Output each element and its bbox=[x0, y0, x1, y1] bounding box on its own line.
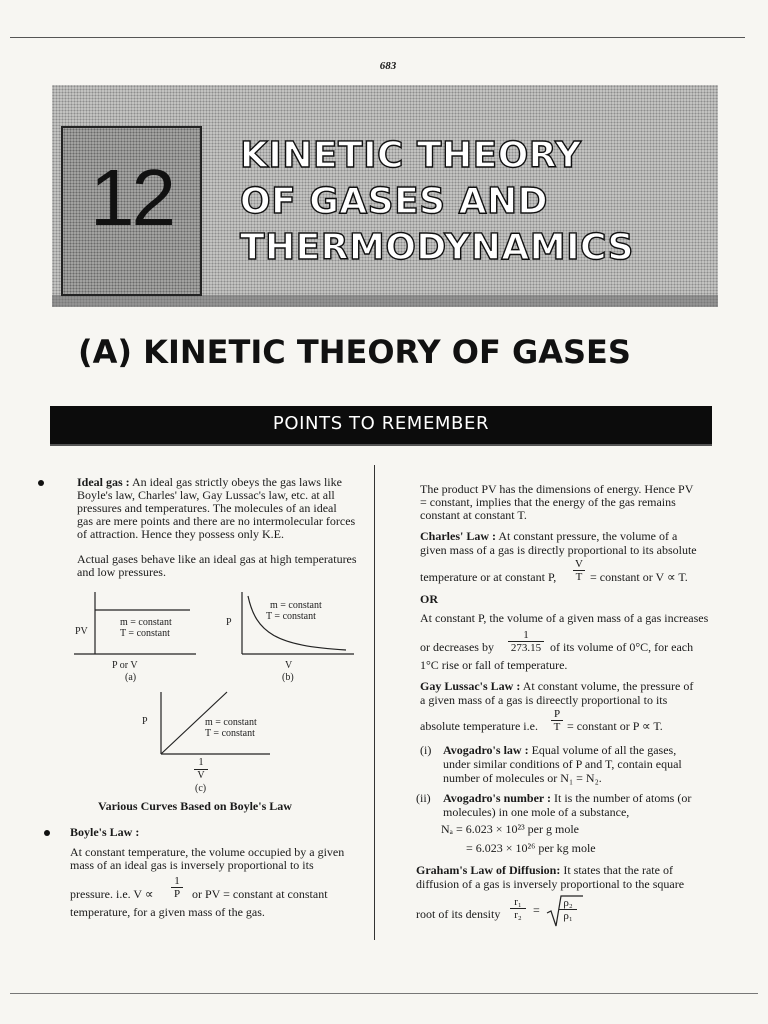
actual-gases-line: and low pressures. bbox=[77, 565, 166, 579]
chapter-title-line: KINETIC THEORY bbox=[240, 135, 582, 176]
avogadro-law-index: (i) bbox=[420, 743, 432, 757]
graph-c-x-label bbox=[194, 757, 208, 782]
fraction-denominator: ρ₁ bbox=[563, 910, 573, 922]
graph-c-condition: m = constant bbox=[205, 717, 257, 728]
pv-line: constant at constant T. bbox=[420, 508, 527, 522]
fraction-denominator: r₂ bbox=[514, 909, 522, 921]
graham-equals: = bbox=[533, 903, 540, 917]
or-label: OR bbox=[420, 592, 438, 606]
graph-b bbox=[236, 588, 356, 660]
fraction-numerator: V bbox=[573, 558, 585, 571]
graph-b-x-label: V bbox=[285, 660, 293, 671]
graham-root-prefix: root of its density bbox=[416, 907, 501, 921]
graph-b-y-label: P bbox=[226, 617, 232, 628]
bullet-icon bbox=[38, 480, 44, 486]
charles-line: given mass of a gas is directly proportional to its absolute bbox=[420, 543, 697, 557]
chapter-title-line: THERMODYNAMICS bbox=[240, 227, 634, 268]
graham-line: diffusion of a gas is inversely proportional to the square bbox=[416, 877, 685, 891]
gay-abs-suffix: = constant or P ∝ T. bbox=[567, 719, 663, 733]
figure-caption: Various Curves Based on Boyle's Law bbox=[98, 799, 292, 813]
fraction-denominator: T bbox=[553, 721, 561, 733]
ideal-gas-line: of attraction. Hence they possess only K.E. bbox=[77, 527, 284, 541]
avogadro-value-line: = 6.023 × 10²⁶ per kg mole bbox=[466, 841, 596, 855]
ideal-gas-line: An ideal gas strictly obeys the gas laws like bbox=[132, 475, 342, 489]
charles-term: Charles' Law : bbox=[420, 529, 496, 543]
fraction-numerator: 1 bbox=[171, 875, 183, 888]
fraction-numerator: r₁ bbox=[510, 896, 526, 909]
graph-c-condition: T = constant bbox=[205, 728, 255, 739]
fraction-numerator: P bbox=[551, 708, 563, 721]
decrease-suffix: of its volume of 0°C, for each bbox=[550, 640, 694, 654]
avogadro-number-paragraph bbox=[443, 792, 718, 805]
fraction-numerator: 1 bbox=[194, 757, 208, 770]
graph-a-condition: T = constant bbox=[120, 628, 170, 639]
graph-b-caption: (b) bbox=[282, 672, 294, 683]
boyles-term: Boyle's Law : bbox=[70, 825, 140, 839]
graham-rate-fraction bbox=[510, 896, 526, 921]
pv-line: = constant, implies that the energy of the gas remains bbox=[420, 495, 676, 509]
graph-a-y-label: PV bbox=[75, 626, 88, 637]
fraction-denominator: V bbox=[197, 770, 205, 781]
points-heading: POINTS TO REMEMBER bbox=[272, 413, 490, 434]
bottom-rule bbox=[10, 993, 758, 994]
avogadro-law-line: under similar conditions of P and T, contain equal bbox=[443, 757, 682, 771]
banner-strip bbox=[52, 295, 718, 307]
boyles-line: mass of an ideal gas is inversely proportional to its bbox=[70, 858, 314, 872]
fraction-numerator: 1 bbox=[508, 629, 544, 642]
gay-lussac-term: Gay Lussac's Law : bbox=[420, 679, 521, 693]
fraction-denominator: T bbox=[575, 571, 583, 583]
avogadro-number-term: Avogadro's number : bbox=[443, 791, 552, 805]
gay-lussac-fraction bbox=[551, 708, 563, 733]
fraction-denominator: P bbox=[173, 888, 181, 900]
top-rule bbox=[10, 37, 745, 38]
gay-lussac-line: At constant volume, the pressure of bbox=[522, 679, 694, 693]
decrease-fraction bbox=[508, 629, 544, 654]
page-number: 683 bbox=[379, 60, 397, 72]
avogadro-law-paragraph bbox=[443, 744, 718, 757]
avogadro-law-line: Equal volume of all the gases, bbox=[531, 743, 677, 757]
fraction-denominator: 273.15 bbox=[510, 642, 542, 654]
ideal-gas-line: gas are mere points and there are no intermolecular forces bbox=[77, 514, 356, 528]
actual-gases-line: Actual gases behave like an ideal gas at high temperatures bbox=[77, 552, 357, 566]
ideal-gas-line: Boyle's law, Charles' law, Gay Lussac's law, etc. at all bbox=[77, 488, 335, 502]
graph-c-caption: (c) bbox=[195, 783, 207, 794]
gay-lussac-line: a given mass of a gas is direectly proportional to its bbox=[420, 693, 668, 707]
charles-line: At constant pressure, the volume of a bbox=[498, 529, 678, 543]
avogadro-number-line: It is the number of atoms (or bbox=[554, 791, 692, 805]
graph-b-condition: T = constant bbox=[266, 611, 316, 622]
fraction-numerator: ρ₂ bbox=[559, 897, 577, 910]
boyles-line: temperature, for a given mass of the gas. bbox=[70, 905, 265, 919]
avogadro-number-line: molecules) in one mole of a substance, bbox=[443, 805, 630, 819]
ideal-gas-term: Ideal gas : bbox=[77, 475, 130, 489]
section-title: (A) KINETIC THEORY OF GASES bbox=[78, 333, 631, 371]
chapter-number: 12 bbox=[90, 153, 173, 242]
gay-abs-prefix: absolute temperature i.e. bbox=[420, 719, 538, 733]
pv-line: The product PV has the dimensions of energy. Hence PV bbox=[420, 482, 694, 496]
boyles-line: At constant temperature, the volume occupied by a given bbox=[70, 845, 345, 859]
graham-density-fraction bbox=[559, 897, 577, 922]
chapter-title bbox=[240, 133, 710, 271]
avogadro-law-term: Avogadro's law : bbox=[443, 743, 529, 757]
boyles-fraction bbox=[171, 875, 183, 900]
chapter-title-line: OF GASES AND bbox=[240, 181, 548, 222]
avogadro-law-line: number of molecules or N₁ = N₂. bbox=[443, 771, 602, 785]
ideal-gas-line: pressures and temperatures. The molecules of an ideal bbox=[77, 501, 337, 515]
or-line: At constant P, the volume of a given mass of a gas increases bbox=[420, 611, 709, 625]
graph-c-y-label: P bbox=[142, 716, 148, 727]
graham-term: Graham's Law of Diffusion: bbox=[416, 863, 561, 877]
charles-temp-prefix: temperature or at constant P, bbox=[420, 570, 557, 584]
column-divider bbox=[374, 465, 375, 940]
rise-line: 1°C rise or fall of temperature. bbox=[420, 658, 568, 672]
gay-lussac-paragraph bbox=[420, 680, 720, 693]
avogadro-number-index: (ii) bbox=[416, 791, 431, 805]
graph-a-condition: m = constant bbox=[120, 617, 172, 628]
charles-paragraph bbox=[420, 530, 720, 543]
graph-a-x-label: P or V bbox=[112, 660, 138, 671]
boyles-pressure-suffix: or PV = constant at constant bbox=[192, 887, 328, 901]
graph-a-caption: (a) bbox=[125, 672, 137, 683]
charles-fraction bbox=[573, 558, 585, 583]
graham-line: It states that the rate of bbox=[563, 863, 673, 877]
decrease-prefix: or decreases by bbox=[420, 640, 494, 654]
graph-b-condition: m = constant bbox=[270, 600, 322, 611]
boyles-pressure-prefix: pressure. i.e. V ∝ bbox=[70, 887, 154, 901]
graham-paragraph bbox=[416, 864, 716, 877]
charles-temp-suffix: = constant or V ∝ T. bbox=[590, 570, 688, 584]
avogadro-value-line: Nₐ = 6.023 × 10²³ per g mole bbox=[441, 822, 579, 836]
bullet-icon bbox=[44, 830, 50, 836]
